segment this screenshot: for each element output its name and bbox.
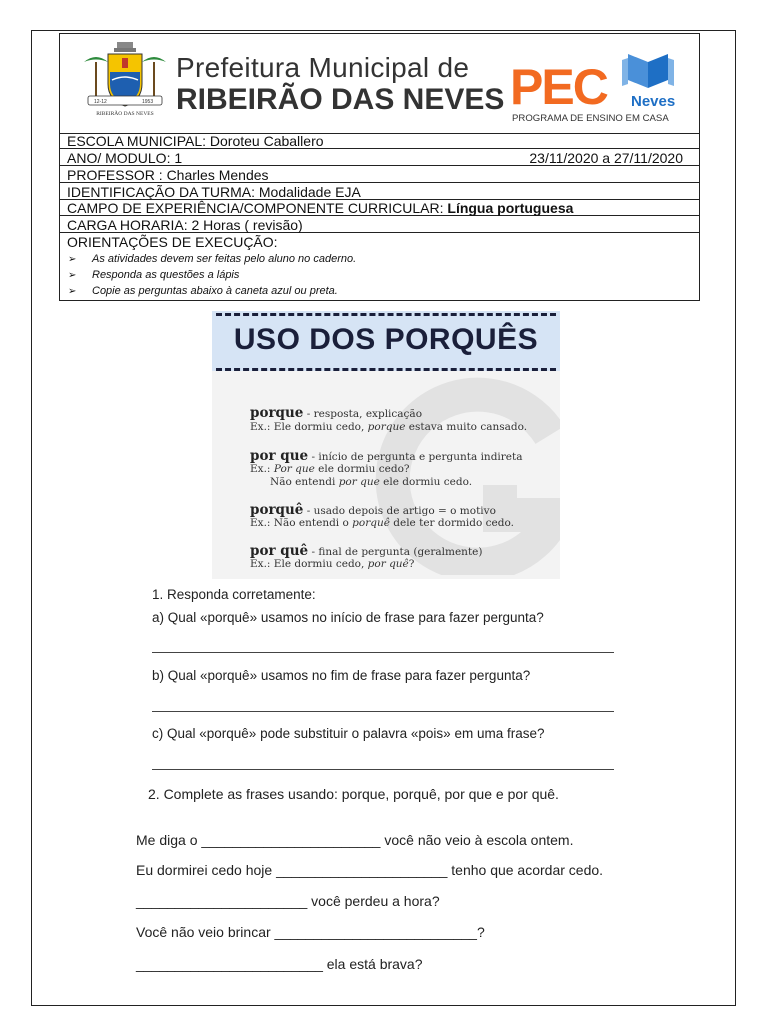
left-palm-leaves	[84, 57, 108, 62]
por-que-example: Ex.: Por que ele dormiu cedo?	[250, 463, 410, 475]
class-row	[60, 184, 699, 200]
year-row	[60, 150, 699, 166]
bottom-dashed-line	[216, 368, 556, 371]
workload-label: CARGA HORARIA: 2 Horas ( revisão)	[67, 217, 303, 233]
municipality-line1: Prefeitura Municipal de	[176, 52, 470, 83]
book-icon	[622, 54, 674, 88]
header-box	[59, 33, 700, 301]
exercise1-title: 1. Responda corretamente:	[152, 587, 316, 602]
por-que-entry: por que - início de pergunta e pergunta indireta	[250, 448, 523, 464]
por-que-accent-entry: por quê - final de pergunta (geralmente)	[250, 543, 483, 559]
municipality-line2: RIBEIRÃO DAS NEVES	[176, 83, 505, 116]
field-row	[60, 200, 699, 216]
answer-line-b[interactable]	[152, 711, 614, 712]
field-value: Língua portuguesa	[447, 200, 574, 216]
por-que-accent-example: Ex.: Ele dormiu cedo, por quê?	[250, 558, 415, 570]
exercise2-title: 2. Complete as frases usando: porque, porquê, por que e por quê.	[148, 786, 559, 802]
crest-date-right: 1953	[142, 99, 154, 105]
porque-entry: porque - resposta, explicação	[250, 405, 423, 421]
answer-line-c[interactable]	[152, 769, 614, 770]
fill-sentence-5: ________________________ ela está brava?	[136, 956, 423, 972]
field-label: CAMPO DE EXPERIÊNCIA/COMPONENTE CURRICULAR:	[67, 200, 444, 216]
blank-4[interactable]: __________________________	[274, 924, 477, 940]
arrow-bullet-icon: ➢	[68, 286, 77, 297]
school-label: ESCOLA MUNICIPAL: Doroteu Caballero	[67, 133, 324, 149]
pec-neves-logo	[510, 44, 690, 126]
fill-sentence-3: ______________________ você perdeu a hora?	[136, 893, 440, 909]
year-module-label: ANO/ MODULO: 1	[67, 150, 183, 166]
school-row	[60, 133, 699, 149]
porque-accent-example: Ex.: Não entendi o porquê dele ter dormido cedo.	[250, 517, 514, 529]
exercise1-question-a: a) Qual «porquê» usamos no início de frase para fazer pergunta?	[152, 610, 544, 625]
date-range: 23/11/2020 a 27/11/2020	[529, 150, 683, 166]
top-dashed-line	[216, 313, 556, 316]
por-que-example: Não entendi por que ele dormiu cedo.	[270, 476, 473, 488]
fill-sentence-4: Você não veio brincar __________________________?	[136, 924, 485, 940]
arrow-bullet-icon: ➢	[68, 270, 77, 281]
crest-date-left: 12-12	[94, 99, 107, 105]
porque-example: Ex.: Ele dormiu cedo, porque estava muito cansado.	[250, 421, 528, 433]
crest-caption: RIBEIRÃO DAS NEVES	[96, 111, 154, 117]
blank-2[interactable]: ______________________	[276, 862, 448, 878]
exercise1-question-c: c) Qual «porquê» pode substituir o palavra «pois» em uma frase?	[152, 726, 545, 741]
fill-sentence-1: Me diga o _______________________ você não veio à escola ontem.	[136, 832, 574, 848]
orientations-title: ORIENTAÇÕES DE EXECUÇÃO:	[67, 234, 278, 250]
exercise1-question-b: b) Qual «porquê» usamos no fim de frase para fazer pergunta?	[152, 668, 531, 683]
fill-sentence-2: Eu dormirei cedo hoje ______________________ tenho que acordar cedo.	[136, 862, 604, 878]
pec-neves-text: Neves	[631, 93, 676, 110]
city-crest-logo	[80, 40, 170, 120]
blank-1[interactable]: _______________________	[201, 832, 381, 848]
orientation-item: ➢ As atividades devem ser feitas pelo aluno no caderno.	[68, 253, 357, 265]
answer-line-a[interactable]	[152, 652, 614, 653]
porque-accent-entry: porquê - usado depois de artigo = o motivo	[250, 502, 496, 518]
workload-row	[60, 217, 699, 233]
teacher-label: PROFESSOR : Charles Mendes	[67, 167, 269, 183]
orientations-section	[60, 233, 699, 301]
orientation-item: ➢ Copie as perguntas abaixo à caneta azul ou preta.	[68, 285, 338, 297]
teacher-row	[60, 167, 699, 183]
blank-3[interactable]: ______________________	[136, 893, 308, 909]
class-id-label: IDENTIFICAÇÃO DA TURMA: Modalidade EJA	[67, 184, 361, 200]
banner	[60, 34, 699, 134]
right-palm-leaves	[142, 57, 166, 62]
arrow-bullet-icon: ➢	[68, 254, 77, 265]
pec-letters: PEC	[510, 59, 607, 115]
porques-card	[212, 311, 560, 579]
orientation-item: ➢ Responda as questões a lápis	[68, 269, 240, 281]
porques-title: USO DOS PORQUÊS	[233, 323, 539, 356]
pec-subtitle: PROGRAMA DE ENSINO EM CASA	[512, 113, 669, 124]
blank-5[interactable]: ________________________	[136, 956, 323, 972]
